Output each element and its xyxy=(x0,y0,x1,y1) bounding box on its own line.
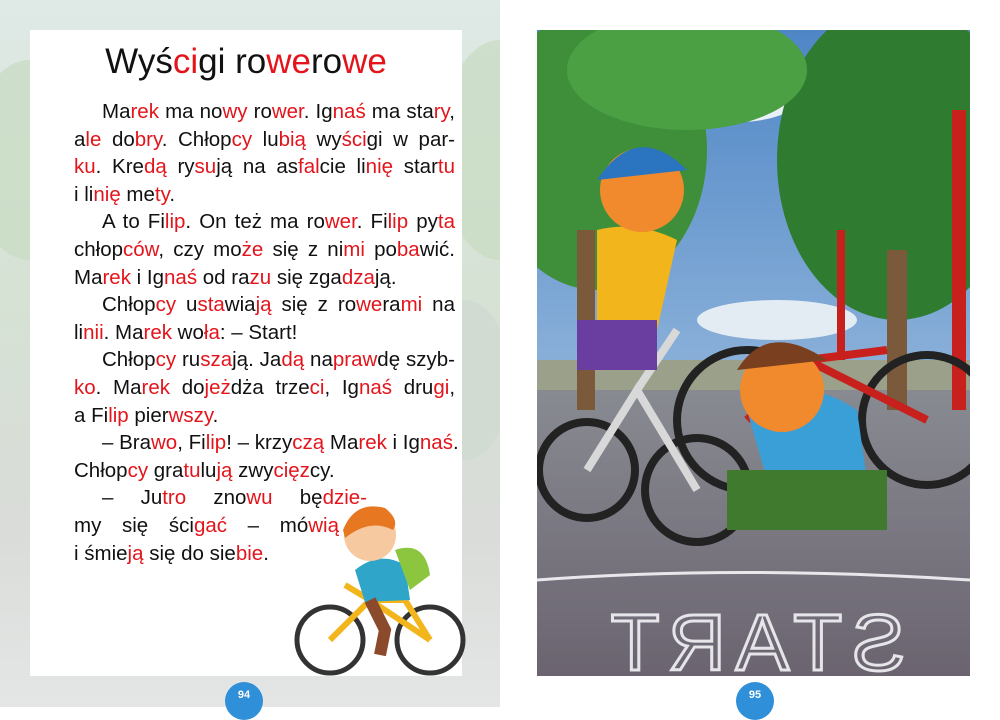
text-segment: a xyxy=(74,127,86,151)
highlighted-syllable: cięz xyxy=(273,458,310,482)
highlighted-syllable: we xyxy=(266,42,311,81)
text-segment: ro xyxy=(247,100,272,123)
text-segment: i li xyxy=(74,182,94,206)
text-segment: Chłop xyxy=(74,458,128,482)
highlighted-syllable: rek xyxy=(102,265,131,289)
highlighted-syllable: lip xyxy=(205,431,227,455)
text-segment: Ma xyxy=(74,265,103,289)
text-segment: . Ig xyxy=(303,100,333,123)
highlighted-syllable: tu xyxy=(183,458,201,482)
highlighted-syllable: dą xyxy=(281,348,305,372)
highlighted-syllable: sza xyxy=(200,348,233,372)
highlighted-syllable: że xyxy=(241,237,264,261)
text-segment: – Bra xyxy=(102,431,151,455)
highlighted-syllable: jeż xyxy=(204,375,231,399)
text-segment: , xyxy=(449,100,455,123)
highlighted-syllable: ją xyxy=(216,458,233,482)
text-segment: – mó xyxy=(227,513,309,537)
highlighted-syllable: ta xyxy=(437,210,455,234)
text-segment: py xyxy=(408,210,438,234)
text-segment: od ra xyxy=(197,265,250,289)
text-segment: ją. xyxy=(374,265,397,289)
text-segment: ra xyxy=(382,293,401,317)
text-segment: cie li xyxy=(319,155,366,179)
text-segment: ma no xyxy=(158,100,223,123)
text-segment: Chłop xyxy=(102,348,156,372)
text-segment: pier xyxy=(128,403,169,427)
text-segment: a Fi xyxy=(74,403,109,427)
highlighted-syllable: wy xyxy=(222,100,248,123)
text-segment: zno xyxy=(186,486,247,510)
highlighted-syllable: ci xyxy=(309,375,325,399)
highlighted-syllable: lip xyxy=(108,403,129,427)
text-segment: . Fi xyxy=(356,210,388,234)
highlighted-syllable: praw xyxy=(332,348,378,372)
highlighted-syllable: ty xyxy=(154,182,170,206)
text-segment: się do sie xyxy=(143,541,236,565)
text-line xyxy=(74,319,455,347)
text-line xyxy=(74,208,455,236)
text-segment: i Ig xyxy=(386,431,420,455)
text-segment: na xyxy=(422,293,455,317)
text-segment: A to Fi xyxy=(102,210,165,234)
text-segment: my się ści xyxy=(74,513,194,537)
highlighted-syllable: fal xyxy=(298,155,320,179)
highlighted-syllable: dzie- xyxy=(322,486,367,510)
highlighted-syllable: wo xyxy=(151,431,178,455)
text-segment: me xyxy=(120,182,155,206)
text-segment: dru xyxy=(392,375,434,399)
highlighted-syllable: ry xyxy=(433,100,450,123)
page-number-left: 94 xyxy=(225,682,263,720)
highlighted-syllable: gać xyxy=(193,513,227,537)
text-segment: dę szyb- xyxy=(377,348,455,372)
text-segment: li xyxy=(74,320,84,344)
text-segment: się z ro xyxy=(271,293,357,317)
highlighted-syllable: ców xyxy=(123,237,159,261)
boy-on-bike-illustration xyxy=(285,490,475,680)
text-segment: – Ju xyxy=(102,486,163,510)
highlighted-syllable: mi xyxy=(343,237,365,261)
highlighted-syllable: bią xyxy=(278,127,306,151)
text-segment: się z ni xyxy=(263,237,344,261)
text-line xyxy=(74,153,455,181)
text-segment: się zga xyxy=(271,265,342,289)
highlighted-syllable: bry xyxy=(134,127,162,151)
text-segment: wy xyxy=(305,127,342,151)
highlighted-syllable: wu xyxy=(246,486,273,510)
highlighted-syllable: cy xyxy=(155,348,177,372)
highlighted-syllable: wer xyxy=(271,100,304,123)
highlighted-syllable: ba xyxy=(396,237,420,261)
highlighted-syllable: sta xyxy=(197,293,225,317)
text-segment: do xyxy=(101,127,135,151)
highlighted-syllable: bie xyxy=(235,541,264,565)
text-segment: gi ro xyxy=(198,42,267,81)
highlighted-syllable: zu xyxy=(249,265,272,289)
highlighted-syllable: we xyxy=(356,293,383,317)
highlighted-syllable: le xyxy=(85,127,102,151)
text-line xyxy=(74,429,459,457)
text-segment: , Fi xyxy=(177,431,206,455)
text-line xyxy=(74,402,455,430)
highlighted-syllable: naś xyxy=(419,431,453,455)
highlighted-syllable: rek xyxy=(358,431,387,455)
text-segment: wia xyxy=(224,293,256,317)
text-line xyxy=(74,98,455,126)
text-segment: . xyxy=(263,541,269,565)
start-chalk-lettering: START xyxy=(600,598,906,676)
highlighted-syllable: nię xyxy=(93,182,121,206)
text-segment: , xyxy=(449,375,456,399)
text-segment: . xyxy=(452,431,459,455)
text-segment: star xyxy=(393,155,438,179)
highlighted-syllable: naś xyxy=(164,265,198,289)
text-segment: i śmie xyxy=(74,541,128,565)
highlighted-syllable: rek xyxy=(143,320,172,344)
highlighted-syllable: wią xyxy=(308,513,339,537)
highlighted-syllable: ści xyxy=(341,127,367,151)
highlighted-syllable: ci xyxy=(172,42,199,81)
highlighted-syllable: dza xyxy=(341,265,375,289)
text-line xyxy=(74,126,455,154)
text-segment: Ma xyxy=(324,431,359,455)
highlighted-syllable: ją xyxy=(255,293,272,317)
text-segment: wić. xyxy=(419,237,455,261)
highlighted-syllable: gi xyxy=(433,375,450,399)
text-segment: i Ig xyxy=(130,265,165,289)
text-segment: : – Start! xyxy=(219,320,298,344)
text-segment: ! – krzy xyxy=(226,431,293,455)
text-line xyxy=(74,236,455,264)
highlighted-syllable: lip xyxy=(387,210,409,234)
text-segment: bę xyxy=(272,486,323,510)
text-line xyxy=(74,264,455,292)
highlighted-syllable: rek xyxy=(130,100,159,123)
text-segment: . Ma xyxy=(103,320,144,344)
text-segment: u xyxy=(176,293,198,317)
highlighted-syllable: naś xyxy=(332,100,366,123)
text-segment: ry xyxy=(166,155,195,179)
text-segment: gi w par- xyxy=(366,127,455,151)
highlighted-syllable: cy xyxy=(155,293,177,317)
text-segment: , czy mo xyxy=(158,237,242,261)
highlighted-syllable: dą xyxy=(143,155,167,179)
highlighted-syllable: cy xyxy=(231,127,253,151)
highlighted-syllable: tro xyxy=(162,486,187,510)
text-segment: ro xyxy=(310,42,343,81)
highlighted-syllable: lip xyxy=(164,210,186,234)
text-segment: ją na as xyxy=(216,155,298,179)
text-segment: . Ma xyxy=(95,375,142,399)
text-segment: zwy xyxy=(232,458,274,482)
highlighted-syllable: czą xyxy=(292,431,325,455)
highlighted-syllable: wer xyxy=(324,210,357,234)
text-line xyxy=(74,374,455,402)
text-segment: lu xyxy=(252,127,279,151)
text-segment: cy. xyxy=(309,458,335,482)
text-segment: chłop xyxy=(74,237,124,261)
highlighted-syllable: ją xyxy=(127,541,144,565)
text-segment: . On też ma ro xyxy=(185,210,325,234)
text-line xyxy=(74,457,455,485)
text-segment: wo xyxy=(171,320,204,344)
text-segment: Wyś xyxy=(105,42,173,81)
text-segment: lu xyxy=(200,458,217,482)
text-segment: Chłop xyxy=(102,293,156,317)
text-segment: na xyxy=(304,348,333,372)
highlighted-syllable: naś xyxy=(358,375,393,399)
text-panel xyxy=(30,30,462,676)
highlighted-syllable: ku xyxy=(74,155,96,179)
highlighted-syllable: rek xyxy=(141,375,171,399)
highlighted-syllable: mi xyxy=(400,293,423,317)
text-segment: Ma xyxy=(102,100,131,123)
highlighted-syllable: tu xyxy=(437,155,456,179)
page-number-right: 95 xyxy=(736,682,774,720)
text-segment: gra xyxy=(148,458,184,482)
highlighted-syllable: ła xyxy=(203,320,220,344)
right-page xyxy=(500,0,1000,707)
text-segment: do xyxy=(170,375,205,399)
story-title xyxy=(30,42,462,82)
text-line xyxy=(74,346,455,374)
text-line xyxy=(74,291,455,319)
text-segment: . xyxy=(212,403,219,427)
text-segment: dża trze xyxy=(230,375,310,399)
text-segment: . xyxy=(169,182,176,206)
bike-race-illustration xyxy=(537,30,970,676)
highlighted-syllable: wszy xyxy=(168,403,213,427)
highlighted-syllable: nię xyxy=(365,155,394,179)
text-segment: ją. Ja xyxy=(232,348,282,372)
text-segment: ru xyxy=(176,348,201,372)
highlighted-syllable: nii xyxy=(83,320,104,344)
highlighted-syllable: we xyxy=(342,42,387,81)
text-segment: , Ig xyxy=(324,375,359,399)
highlighted-syllable: su xyxy=(194,155,217,179)
text-segment: ma sta xyxy=(365,100,434,123)
text-segment: po xyxy=(364,237,397,261)
text-segment: . Chłop xyxy=(161,127,232,151)
text-line xyxy=(74,181,455,209)
highlighted-syllable: cy xyxy=(127,458,149,482)
text-segment: . Kre xyxy=(95,155,144,179)
highlighted-syllable: ko xyxy=(74,375,96,399)
